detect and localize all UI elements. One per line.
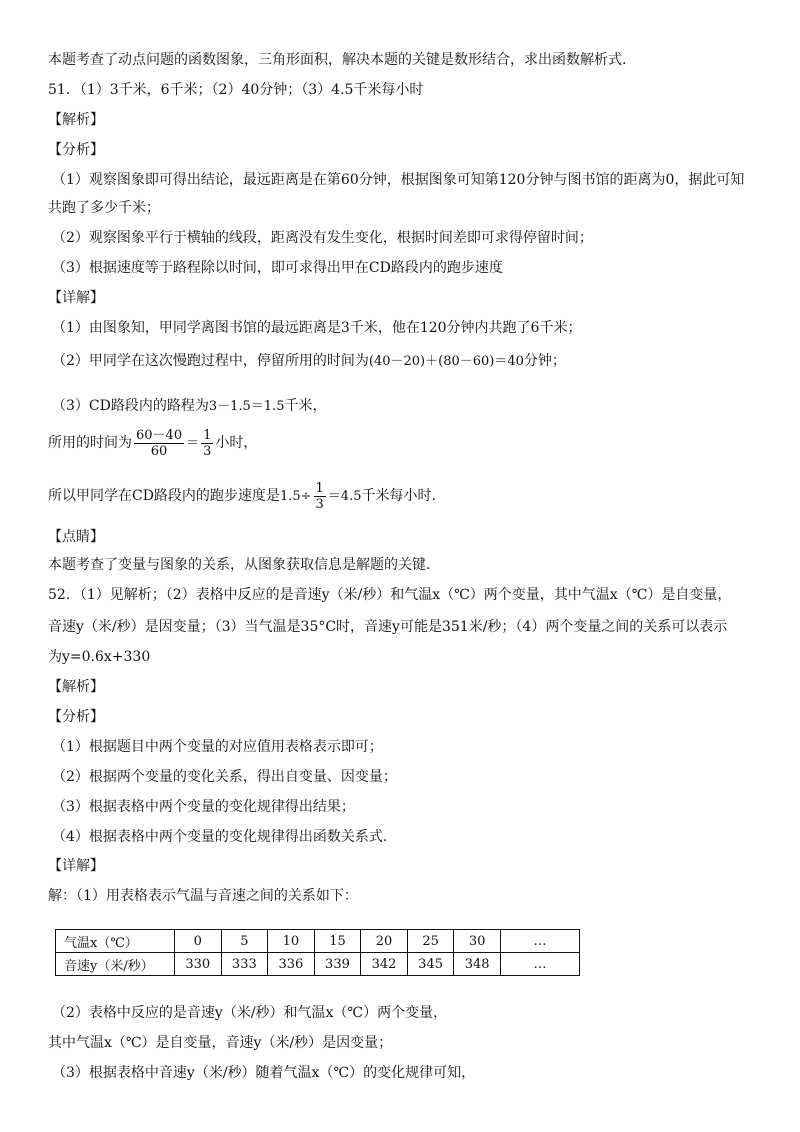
text-line	[48, 480, 760, 513]
table-row	[56, 953, 580, 976]
section-heading: 【解析】	[48, 679, 104, 695]
text-line: （2）表格中反应的是音速y（米/秒）和气温x（℃）两个变量，	[52, 1005, 448, 1021]
table-cell: 330	[175, 953, 222, 976]
text-segment: 所以甲同学在CD路段内的跑步速度是	[48, 488, 280, 504]
section-heading: 【详解】	[48, 858, 104, 874]
text-line: （1）观察图象即可得出结论，最远距离是在第60分钟，根据图象可知第120分钟与图书馆的距离为0，据此可知	[52, 172, 745, 188]
table-cell: 336	[268, 953, 315, 976]
section-heading: 【分析】	[48, 709, 104, 725]
text-line: 本题考查了动点问题的函数图象，三角形面积，解决本题的关键是数形结合，求出函数解析式.	[48, 52, 627, 68]
text-segment: （2）甲同学在这次慢跑过程中，停留所用的时间为	[52, 353, 369, 369]
text-line	[48, 427, 760, 460]
numerator: 1	[203, 427, 212, 443]
text-segment: 千米每小时.	[361, 488, 436, 504]
text-line: （3）根据表格中两个变量的变化规律得出结果；	[52, 799, 355, 815]
denominator: 3	[315, 496, 324, 512]
text-segment: （3）CD路段内的路程为	[52, 398, 209, 414]
text-segment: 小时，	[215, 435, 258, 451]
text-line	[52, 351, 760, 372]
table-row	[56, 930, 580, 953]
text-line: （1）由图象知，甲同学离图书馆的最远距离是3千米，他在120分钟内共跑了6千米；	[52, 320, 582, 336]
numerator: 1	[315, 480, 324, 496]
text-line: （2）观察图象平行于横轴的线段，距离没有发生变化，根据时间差即可求得停留时间；	[52, 230, 593, 246]
table-cell: …	[501, 930, 580, 953]
answer-51: 51．（1）3千米，6千米；（2）40分钟；（3）4.5千米每小时	[48, 82, 424, 98]
table-cell: 348	[454, 953, 501, 976]
text-line: （1）根据题目中两个变量的对应值用表格表示即可；	[52, 739, 383, 755]
text-segment: 分钟；	[523, 353, 566, 369]
denominator: 3	[203, 443, 212, 459]
equals-sign: ＝	[186, 436, 200, 451]
text-line: （2）根据两个变量的变化关系，得出自变量、因变量；	[52, 769, 397, 785]
text-line: 本题考查了变量与图象的关系，从图象获取信息是解题的关键.	[48, 557, 431, 573]
section-heading: 【点睛】	[48, 529, 104, 545]
math-expression: (40－20)＋(80－60)＝40	[368, 354, 524, 369]
table-cell: 15	[314, 930, 361, 953]
row-header: 音速y（米/秒）	[56, 953, 175, 976]
table-cell: 25	[407, 930, 454, 953]
temperature-sound-speed-table	[55, 929, 580, 976]
table-cell: 5	[221, 930, 268, 953]
text-line: 其中气温x（℃）是自变量，音速y（米/秒）是因变量；	[48, 1035, 393, 1051]
table-cell: 345	[407, 953, 454, 976]
table-cell: 339	[314, 953, 361, 976]
text-line: （3）根据表格中音速y（米/秒）随着气温x（℃）的变化规律可知，	[52, 1065, 476, 1081]
fraction	[201, 428, 213, 459]
answer-52: 52．（1）见解析；（2）表格中反应的是音速y（米/秒）和气温x（℃）两个变量，其中气温x（℃）是自变量，	[48, 587, 732, 603]
text-segment: 所用的时间为	[48, 435, 132, 451]
math-expression: 1.5÷	[279, 489, 312, 504]
table-cell: 0	[175, 930, 222, 953]
text-line: 共跑了多少千米；	[48, 200, 160, 216]
text-line: 解：（1）用表格表示气温与音速之间的关系如下：	[48, 888, 358, 904]
section-heading: 【解析】	[48, 112, 104, 128]
text-line	[52, 396, 760, 417]
text-segment: 千米，	[284, 398, 327, 414]
table-cell: 20	[361, 930, 408, 953]
math-expression: ＝4.5	[327, 489, 362, 504]
table-cell: 333	[221, 953, 268, 976]
table-cell: …	[501, 953, 580, 976]
denominator: 60	[150, 443, 168, 459]
section-heading: 【详解】	[48, 290, 104, 306]
table-cell: 30	[454, 930, 501, 953]
text-line: 为y=0.6x+330	[48, 649, 151, 665]
text-line: （3）根据速度等于路程除以时间，即可求得出甲在CD路段内的跑步速度	[52, 260, 503, 276]
text-line: （4）根据表格中两个变量的变化规律得出函数关系式.	[52, 829, 388, 845]
text-line: 音速y（米/秒）是因变量；（3）当气温是35°C时，音速y可能是351米/秒；（4）两个变量之间的关系可以表示	[48, 619, 728, 635]
fraction	[314, 481, 326, 512]
table-cell: 10	[268, 930, 315, 953]
numerator: 60－40	[136, 427, 183, 443]
section-heading: 【分析】	[48, 142, 104, 158]
math-expression: 3－1.5＝1.5	[208, 399, 285, 414]
fraction	[134, 428, 184, 459]
table-cell: 342	[361, 953, 408, 976]
row-header: 气温x（℃）	[56, 930, 175, 953]
